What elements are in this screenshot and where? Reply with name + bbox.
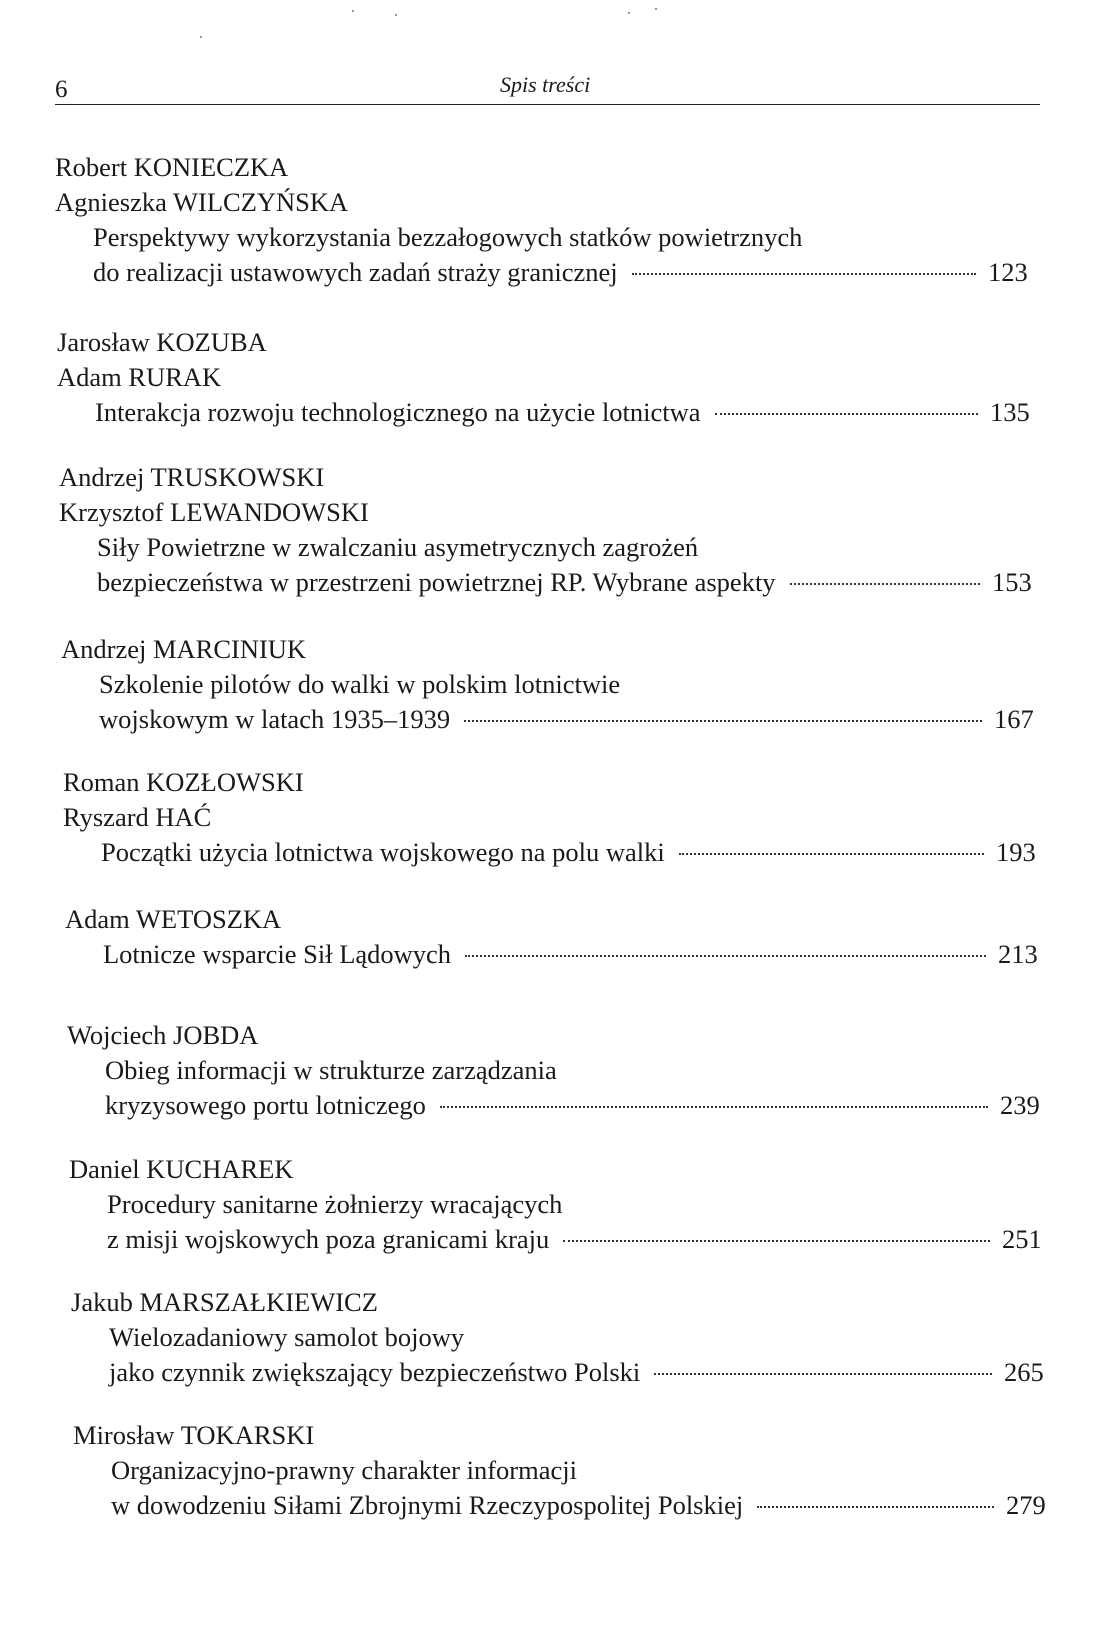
dot-leader	[790, 583, 980, 585]
page-reference: 167	[994, 704, 1034, 734]
dot-leader	[465, 955, 986, 957]
dot-leader	[632, 273, 976, 275]
title-line: Wielozadaniowy samolot bojowy	[109, 1322, 465, 1352]
title-line: do realizacji ustawowych zadań straży granicznej	[93, 257, 618, 287]
title-last-line	[97, 565, 1044, 600]
toc-entry	[71, 1285, 1056, 1390]
article-title	[63, 835, 1048, 870]
toc-entry	[61, 632, 1046, 737]
page-reference: 265	[1004, 1357, 1044, 1387]
dot-leader	[464, 720, 982, 722]
scan-speck	[655, 8, 657, 10]
page-header	[55, 70, 1040, 105]
title-line: Początki użycia lotnictwa wojskowego na polu walki	[101, 837, 665, 867]
author-name: Robert KONIECZKA	[55, 152, 289, 182]
toc-entry	[69, 1152, 1054, 1257]
scan-speck	[200, 36, 202, 38]
author-name: Adam WETOSZKA	[65, 904, 282, 934]
page-reference: 213	[998, 939, 1038, 969]
author-name: Ryszard HAĆ	[63, 802, 212, 832]
article-title	[73, 1453, 1058, 1523]
dot-leader	[757, 1506, 994, 1508]
article-title	[65, 937, 1050, 972]
title-line: kryzysowego portu lotniczego	[105, 1090, 426, 1120]
toc-entry	[67, 1018, 1052, 1123]
scan-speck	[395, 14, 397, 16]
author-name: Daniel KUCHAREK	[69, 1154, 294, 1184]
dot-leader	[563, 1240, 990, 1242]
scan-speck	[628, 12, 630, 14]
title-line: wojskowym w latach 1935–1939	[99, 704, 451, 734]
toc-entry	[73, 1418, 1058, 1523]
page-reference: 153	[992, 567, 1032, 597]
page-reference: 193	[996, 837, 1036, 867]
toc-entry	[63, 765, 1048, 870]
running-title: Spis treści	[500, 72, 591, 97]
dot-leader	[440, 1106, 988, 1108]
author-name: Krzysztof LEWANDOWSKI	[59, 497, 369, 527]
page-reference: 123	[988, 257, 1028, 287]
title-last-line	[107, 1222, 1054, 1257]
dot-leader	[679, 853, 984, 855]
title-line: jako czynnik zwiększający bezpieczeństwo Polski	[109, 1357, 641, 1387]
title-last-line	[105, 1088, 1052, 1123]
author-name: Adam RURAK	[57, 362, 222, 392]
author-name: Andrzej MARCINIUK	[61, 634, 307, 664]
title-line: Interakcja rozwoju technologicznego na użycie lotnictwa	[95, 397, 701, 427]
article-title	[59, 530, 1044, 600]
title-last-line	[111, 1488, 1058, 1523]
page-reference: 239	[1000, 1090, 1040, 1120]
author-name: Wojciech JOBDA	[67, 1020, 259, 1050]
title-line: bezpieczeństwa w przestrzeni powietrznej RP. Wybrane aspekty	[97, 567, 776, 597]
page-number: 6	[55, 76, 68, 103]
title-line: Lotnicze wsparcie Sił Lądowych	[103, 939, 452, 969]
title-last-line	[103, 937, 1050, 972]
author-name: Agnieszka WILCZYŃSKA	[55, 187, 349, 217]
title-line: Procedury sanitarne żołnierzy wracających	[107, 1189, 563, 1219]
toc-entry	[57, 325, 1042, 430]
toc-entry	[65, 902, 1050, 972]
page-reference: 279	[1006, 1490, 1046, 1520]
dot-leader	[715, 413, 978, 415]
author-name: Jarosław KOZUBA	[57, 327, 267, 357]
author-name: Andrzej TRUSKOWSKI	[59, 462, 325, 492]
article-title	[57, 395, 1042, 430]
title-line: Siły Powietrzne w zwalczaniu asymetrycznych zagrożeń	[97, 532, 699, 562]
title-line: w dowodzeniu Siłami Zbrojnymi Rzeczypospolitej Polskiej	[111, 1490, 744, 1520]
article-title	[67, 1053, 1052, 1123]
author-name: Mirosław TOKARSKI	[73, 1420, 315, 1450]
title-line: Obieg informacji w strukturze zarządzania	[105, 1055, 557, 1085]
title-last-line	[99, 702, 1046, 737]
title-last-line	[95, 395, 1042, 430]
author-name: Jakub MARSZAŁKIEWICZ	[71, 1287, 378, 1317]
page-reference: 251	[1002, 1224, 1042, 1254]
toc-entry	[55, 150, 1040, 290]
author-name: Roman KOZŁOWSKI	[63, 767, 304, 797]
dot-leader	[654, 1373, 992, 1375]
title-line: Perspektywy wykorzystania bezzałogowych statków powietrznych	[93, 222, 803, 252]
article-title	[55, 220, 1040, 290]
title-line: Organizacyjno-prawny charakter informacji	[111, 1455, 577, 1485]
page-reference: 135	[990, 397, 1030, 427]
toc-entry	[59, 460, 1044, 600]
article-title	[69, 1187, 1054, 1257]
article-title	[61, 667, 1046, 737]
title-line: z misji wojskowych poza granicami kraju	[107, 1224, 550, 1254]
title-last-line	[101, 835, 1048, 870]
title-last-line	[109, 1355, 1056, 1390]
article-title	[71, 1320, 1056, 1390]
scan-speck	[352, 10, 354, 12]
title-line: Szkolenie pilotów do walki w polskim lotnictwie	[99, 669, 621, 699]
title-last-line	[93, 255, 1040, 290]
